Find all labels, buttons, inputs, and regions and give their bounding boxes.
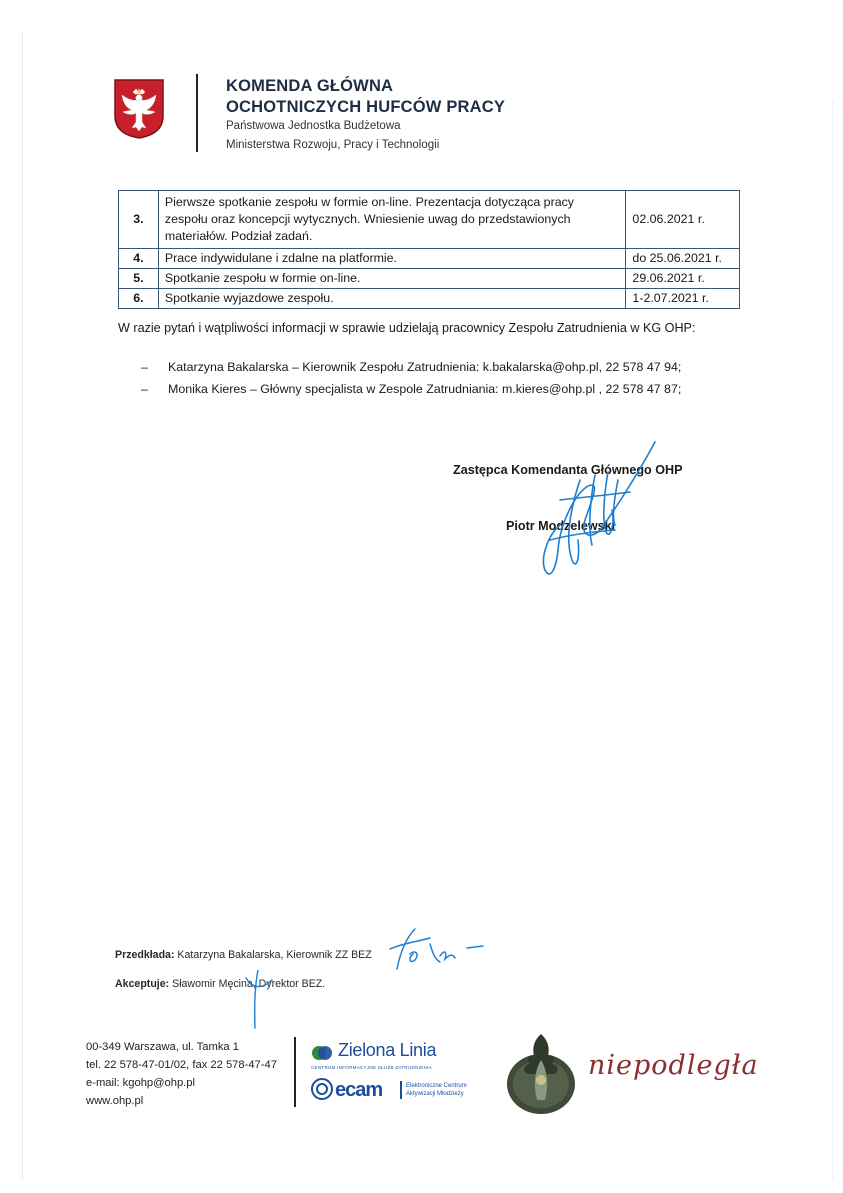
row-number: 4.: [119, 249, 159, 269]
page-margin-line-right: [832, 100, 833, 1180]
ecam-subtitle-line2: Aktywizacji Młodzieży: [406, 1091, 464, 1097]
row-description: Prace indywidulane i zdalne na platformie.: [158, 249, 626, 269]
schedule-table: [118, 190, 740, 309]
niepodlegla-logotype: niepodległa: [588, 1050, 759, 1081]
table-row: [119, 269, 740, 289]
row-number: 5.: [119, 269, 159, 289]
footer-phone: tel. 22 578-47-01/02, fax 22 578-47-47: [86, 1059, 277, 1071]
prepared-by: [115, 949, 372, 961]
header-divider: [196, 74, 198, 152]
contact-item: [141, 382, 681, 396]
zielona-linia-subtitle: CENTRUM INFORMACYJNE SŁUŻB ZATRUDNIENIA: [311, 1065, 432, 1070]
handwritten-initials: [385, 924, 485, 974]
prepared-value: Katarzyna Bakalarska, Kierownik ZZ BEZ: [177, 949, 372, 961]
zielona-linia-logo-icon: [311, 1042, 333, 1064]
table-row: [119, 191, 740, 249]
row-date: do 25.06.2021 r.: [626, 249, 740, 269]
table-row: [119, 289, 740, 309]
independence-seal-icon: [504, 1030, 578, 1116]
org-name-line2: OCHOTNICZYCH HUFCÓW PRACY: [226, 98, 506, 116]
ecam-divider: [400, 1081, 402, 1099]
contact-text: Katarzyna Bakalarska – Kierownik Zespołu Zatrudnienia: k.bakalarska@ohp.pl, 22 578 47 94;: [168, 360, 682, 374]
footer-website[interactable]: www.ohp.pl: [86, 1095, 144, 1107]
polish-eagle-icon: [113, 78, 165, 140]
footer-email[interactable]: e-mail: kgohp@ohp.pl: [86, 1077, 195, 1089]
info-paragraph: W razie pytań i wątpliwości informacji w sprawie udzielają pracownicy Zespołu Zatrudnienia w KG OHP:: [118, 321, 696, 335]
accepted-label: Akceptuje:: [115, 978, 170, 990]
page-margin-line: [22, 30, 23, 1180]
ecam-name: ecam: [335, 1079, 383, 1101]
signatory-title: Zastępca Komendanta Głównego OHP: [453, 463, 683, 477]
accepted-value: Sławomir Męcina, Dyrektor BEZ.: [172, 978, 326, 990]
accepted-by: [115, 978, 325, 990]
org-status: Państwowa Jednostka Budżetowa: [226, 120, 401, 132]
zielona-linia-name: Zielona Linia: [338, 1040, 437, 1060]
row-number: 3.: [119, 191, 159, 249]
list-dash: –: [141, 360, 148, 374]
row-date: 29.06.2021 r.: [626, 269, 740, 289]
handwritten-signature: [520, 440, 670, 590]
ecam-subtitle-line1: Elektroniczne Centrum: [406, 1083, 467, 1089]
org-name-line1: KOMENDA GŁÓWNA: [226, 77, 394, 95]
footer-address: 00-349 Warszawa, ul. Tamka 1: [86, 1041, 239, 1053]
row-description: Spotkanie wyjazdowe zespołu.: [158, 289, 626, 309]
contact-item: [141, 360, 681, 374]
table-row: [119, 249, 740, 269]
prepared-label: Przedkłada:: [115, 949, 175, 961]
row-date: 02.06.2021 r.: [626, 191, 740, 249]
row-number: 6.: [119, 289, 159, 309]
footer-divider: [294, 1037, 296, 1107]
row-date: 1-2.07.2021 r.: [626, 289, 740, 309]
row-description: Pierwsze spotkanie zespołu w formie on-line. Prezentacja dotycząca pracy zespołu oraz koncepcji wytycznych. Wniesienie uwag do przedstawionych materiałów. Podział zadań.: [158, 191, 626, 249]
list-dash: –: [141, 382, 148, 396]
row-description: Spotkanie zespołu w formie on-line.: [158, 269, 626, 289]
ecam-logo-icon: [311, 1078, 333, 1100]
handwritten-mark: [228, 970, 288, 1030]
signatory-name: Piotr Modzelewski: [506, 519, 616, 533]
contact-text: Monika Kieres – Główny specjalista w Zespole Zatrudniania: m.kieres@ohp.pl , 22 578 47 87;: [168, 382, 682, 396]
org-ministry: Ministerstwa Rozwoju, Pracy i Technologii: [226, 139, 440, 151]
